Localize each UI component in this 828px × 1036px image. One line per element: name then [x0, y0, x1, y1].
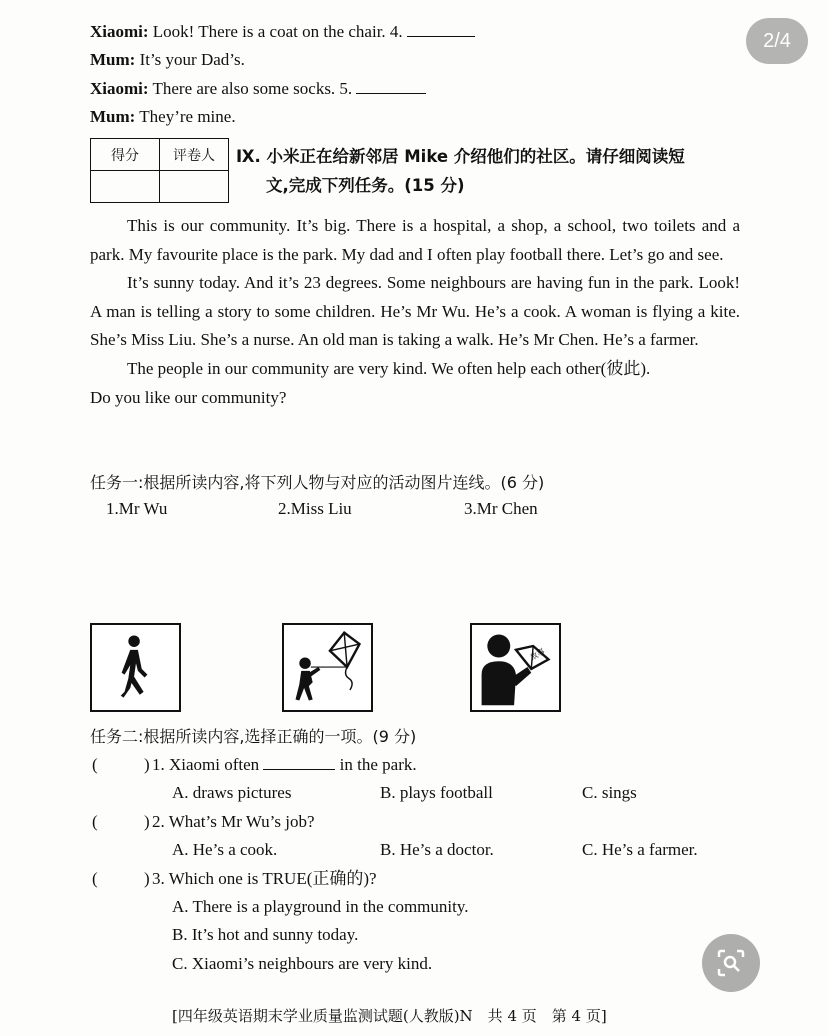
q2-option-c[interactable]: C. He’s a farmer.: [582, 840, 698, 859]
passage-paragraph-3: The people in our community are very kind. We often help each other(彼此).: [127, 358, 651, 378]
section-title-line1: Ⅸ. 小米正在给新邻居 Mike 介绍他们的社区。请仔细阅读短: [236, 147, 685, 166]
q1-option-a[interactable]: A. draws pictures: [172, 783, 292, 802]
task1-name-mr-chen[interactable]: 3.Mr Chen: [464, 499, 538, 518]
score-cell[interactable]: [91, 171, 160, 203]
q3-stem: 3. Which one is TRUE(正确的)?: [152, 869, 377, 888]
answer-blank-5[interactable]: [356, 79, 426, 94]
dialogue-line-4: Xiaomi: Look! There is a coat on the chair. 4.: [90, 21, 475, 43]
picture-walking[interactable]: [90, 623, 181, 712]
task1-title: 任务一:根据所读内容,将下列人物与对应的活动图片连线。(6 分): [90, 473, 545, 492]
q3-option-c[interactable]: C. Xiaomi’s neighbours are very kind.: [172, 954, 433, 973]
picture-reading[interactable]: [470, 623, 561, 712]
passage-paragraph-1: This is our community. It’s big. There is a hospital, a shop, a school, two toilets and a park. My favourite place is the park. My dad and I often play football there. Let’s go and see.: [90, 216, 740, 264]
q1-blank: [263, 755, 335, 770]
page-indicator-badge: 2/4: [746, 18, 808, 64]
lens-search-icon: [716, 948, 746, 978]
answer-blank-4[interactable]: [407, 22, 475, 37]
q1-option-c[interactable]: C. sings: [582, 783, 637, 802]
page-footer: [四年级英语期末学业质量监测试题(人教版)N 共 4 页 第 4 页]: [172, 1007, 607, 1025]
dialogue-line-5: Xiaomi: There are also some socks. 5.: [90, 78, 426, 100]
q2-answer-paren-open[interactable]: (: [92, 812, 98, 831]
task1-name-miss-liu[interactable]: 2.Miss Liu: [278, 499, 352, 518]
walking-person-icon: [92, 625, 179, 710]
score-table: [90, 138, 229, 203]
task1-name-mr-wu[interactable]: 1.Mr Wu: [106, 499, 168, 518]
q1-option-b[interactable]: B. plays football: [380, 783, 493, 802]
q2-answer-paren-close[interactable]: ): [144, 812, 150, 831]
visual-search-button[interactable]: [702, 934, 760, 992]
kite-flying-icon: [284, 625, 371, 710]
dialogue-line-mum-1: Mum: It’s your Dad’s.: [90, 50, 245, 69]
task2-title: 任务二:根据所读内容,选择正确的一项。(9 分): [90, 727, 417, 746]
q2-stem: 2. What’s Mr Wu’s job?: [152, 812, 315, 831]
passage-paragraph-2: It’s sunny today. And it’s 23 degrees. Some neighbours are having fun in the park. Look! A man is telling a story to some children. He’s Mr Wu. He’s a cook. A woman is flying a kite. She’s Miss Liu. She’s a nurse. An old man is taking a walk. He’s Mr Chen. He’s a farmer.: [90, 273, 740, 350]
picture-kite[interactable]: [282, 623, 373, 712]
q2-option-a[interactable]: A. He’s a cook.: [172, 840, 278, 859]
q3-answer-paren-close[interactable]: ): [144, 869, 150, 888]
q3-option-b[interactable]: B. It’s hot and sunny today.: [172, 925, 359, 944]
q3-answer-paren-open[interactable]: (: [92, 869, 98, 888]
grader-cell[interactable]: [160, 171, 229, 203]
q1-answer-paren-close[interactable]: ): [144, 755, 150, 774]
passage-closing-question: Do you like our community?: [90, 387, 287, 407]
q2-option-b[interactable]: B. He’s a doctor.: [380, 840, 494, 859]
reading-passage: [90, 212, 740, 412]
book-label: 故事: [528, 646, 547, 663]
score-header: 得分: [91, 139, 160, 171]
grader-header: 评卷人: [160, 139, 229, 171]
section-title-line2: 文,完成下列任务。(15 分): [266, 176, 465, 195]
q3-option-a[interactable]: A. There is a playground in the community.: [172, 897, 469, 916]
person-reading-icon: [472, 625, 559, 710]
dialogue-line-mum-2: Mum: They’re mine.: [90, 107, 236, 126]
q1-stem: 1. Xiaomi often in the park.: [152, 755, 417, 774]
q1-answer-paren-open[interactable]: (: [92, 755, 98, 774]
